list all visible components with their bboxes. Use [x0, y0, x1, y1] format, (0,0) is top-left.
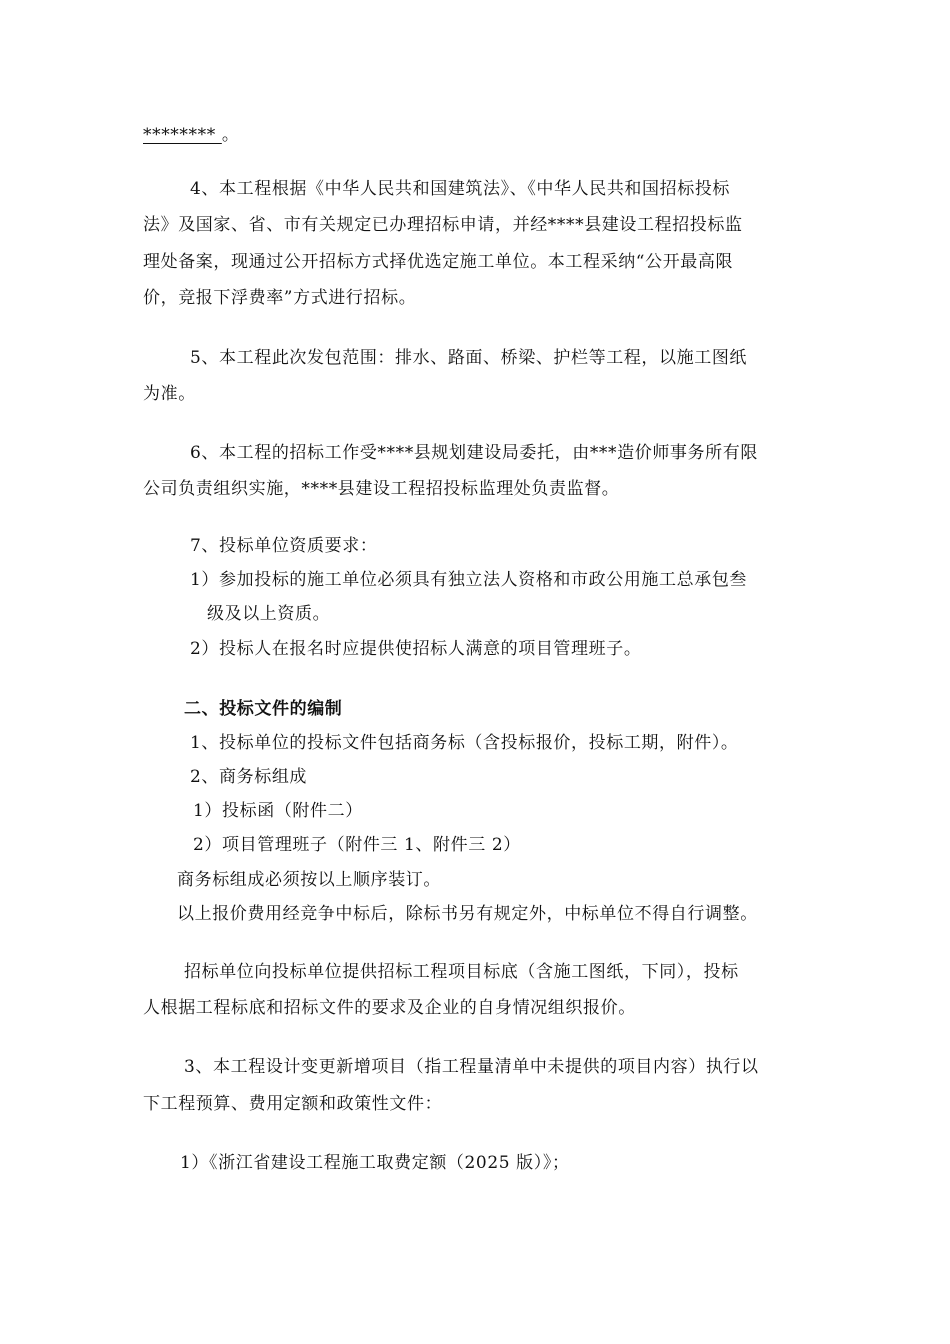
item-7-sub-1-line-2: 级及以上资质。: [207, 604, 331, 624]
item-4-line-1: 4、本工程根据《中华人民共和国建筑法》、《中华人民共和国招标投标: [190, 179, 731, 199]
item-5-line-1: 5、本工程此次发包范围：排水、路面、桥梁、护栏等工程，以施工图纸: [190, 348, 748, 368]
item-7-sub-2: 2）投标人在报名时应提供使招标人满意的项目管理班子。: [190, 639, 642, 659]
item-4-line-4: 价，竞报下浮费率”方式进行招标。: [143, 288, 417, 308]
section-2-note-2: 以上报价费用经竞争中标后，除标书另有规定外，中标单位不得自行调整。: [177, 904, 758, 924]
item-7-title: 7、投标单位资质要求：: [190, 536, 378, 556]
section-2-para-line-1: 招标单位向投标单位提供招标工程项目标底（含施工图纸，下同），投标: [184, 962, 739, 982]
section-2-note-1: 商务标组成必须按以上顺序装订。: [177, 870, 441, 890]
item-6-line-2: 公司负责组织实施，****县建设工程招投标监理处负责监督。: [143, 479, 620, 499]
section-2-p3-sub-1: 1）《浙江省建设工程施工取费定额（2025 版）》；: [180, 1153, 570, 1173]
item-7-sub-1-line-1: 1）参加投标的施工单位必须具有独立法人资格和市政公用施工总承包叁: [190, 570, 748, 590]
item-5-line-2: 为准。: [143, 384, 196, 404]
section-2-p2-sub-2: 2）项目管理班子（附件三 1、附件三 2）: [193, 835, 521, 855]
item-6-line-1: 6、本工程的招标工作受****县规划建设局委托，由***造价师事务所有限: [190, 443, 758, 463]
section-2-para-line-2: 人根据工程标底和招标文件的要求及企业的自身情况组织报价。: [143, 998, 636, 1018]
section-2-heading: 二、投标文件的编制: [184, 699, 343, 719]
section-2-p1: 1、投标单位的投标文件包括商务标（含投标报价，投标工期，附件）。: [190, 733, 739, 753]
underlined-placeholder: ********: [143, 125, 222, 145]
item-4-line-3: 理处备案，现通过公开招标方式择优选定施工单位。本工程采纳“公开最高限: [143, 252, 734, 272]
section-2-p2: 2、商务标组成: [190, 767, 308, 787]
section-2-p3-line-2: 下工程预算、费用定额和政策性文件：: [143, 1094, 443, 1114]
item-4-line-2: 法》及国家、省、市有关规定已办理招标申请，并经****县建设工程招投标监: [143, 215, 743, 235]
section-2-p2-sub-1: 1）投标函（附件二）: [193, 801, 363, 821]
section-2-p3-line-1: 3、本工程设计变更新增项目（指工程量清单中未提供的项目内容）执行以: [184, 1057, 759, 1077]
fragment-tail: 。: [221, 125, 240, 145]
top-fragment: [143, 123, 239, 147]
